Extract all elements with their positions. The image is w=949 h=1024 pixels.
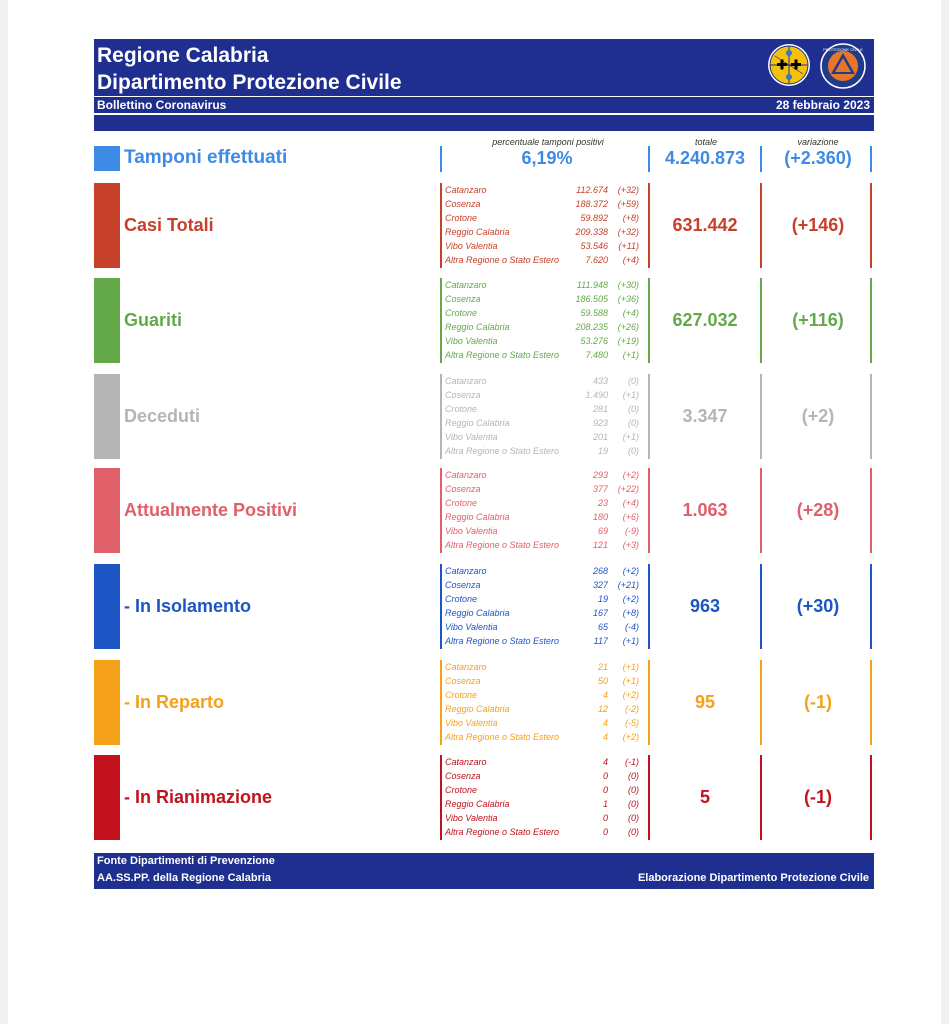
province-name: Vibo Valentia — [445, 432, 498, 442]
province-row — [444, 660, 642, 674]
province-variation: (-4) — [625, 622, 639, 632]
province-value: 7.620 — [585, 255, 608, 265]
province-name: Crotone — [445, 308, 478, 318]
in-isolamento-divider — [760, 564, 762, 649]
guariti-divider — [760, 278, 762, 363]
province-value: 12 — [597, 704, 608, 714]
guariti-total: 627.032 — [672, 310, 738, 330]
region-title: Regione Calabria — [97, 44, 269, 67]
province-name: Altra Regione o Stato Estero — [445, 350, 560, 360]
province-name: Vibo Valentia — [445, 813, 498, 823]
province-row — [444, 783, 642, 797]
province-name: Reggio Calabria — [445, 418, 510, 428]
province-variation: (0) — [628, 813, 639, 823]
guariti-variation: (+116) — [792, 310, 844, 330]
province-row — [444, 430, 642, 444]
province-row — [444, 374, 642, 388]
province-row — [444, 253, 642, 267]
province-name: Altra Regione o Stato Estero — [445, 636, 560, 646]
province-variation: (+32) — [617, 185, 639, 195]
in-rianimazione-divider — [760, 755, 762, 840]
casi-totali-color-bar — [94, 183, 120, 268]
province-row — [444, 278, 642, 292]
province-name: Reggio Calabria — [445, 227, 510, 237]
tamponi-divider — [760, 146, 762, 172]
tamponi-variation: (+2.360) — [784, 148, 852, 168]
province-variation: (+4) — [622, 255, 639, 265]
attualmente-positivi-divider — [440, 468, 442, 553]
province-variation: (+8) — [622, 608, 639, 618]
province-variation: (+4) — [622, 308, 639, 318]
tamponi-label: Tamponi effettuati — [124, 147, 288, 168]
province-variation: (0) — [628, 404, 639, 414]
province-name: Catanzaro — [445, 470, 487, 480]
attualmente-positivi-label: Attualmente Positivi — [124, 500, 298, 520]
tamponi-percent: 6,19% — [521, 148, 573, 168]
province-name: Vibo Valentia — [445, 622, 498, 632]
in-isolamento-color-bar — [94, 564, 120, 649]
province-name: Altra Regione o Stato Estero — [445, 540, 560, 550]
province-name: Cosenza — [445, 676, 481, 686]
casi-totali-total: 631.442 — [672, 215, 738, 235]
province-value: 69 — [597, 526, 608, 536]
province-row — [444, 592, 642, 606]
province-name: Vibo Valentia — [445, 336, 498, 346]
province-row — [444, 482, 642, 496]
province-value: 21 — [597, 662, 608, 672]
logo-pc-text: PROTEZIONE CIVILE — [823, 47, 863, 52]
province-variation: (+26) — [617, 322, 639, 332]
deceduti-color-bar — [94, 374, 120, 459]
province-name: Catanzaro — [445, 376, 487, 386]
attualmente-positivi-total: 1.063 — [682, 500, 728, 520]
province-row — [444, 197, 642, 211]
province-value: 209.338 — [575, 227, 608, 237]
province-name: Cosenza — [445, 390, 481, 400]
deceduti-divider — [440, 374, 442, 459]
casi-totali-divider — [440, 183, 442, 268]
province-name: Crotone — [445, 690, 478, 700]
province-row — [444, 578, 642, 592]
province-row — [444, 769, 642, 783]
province-variation: (+1) — [622, 662, 639, 672]
tamponi-color-bar — [94, 146, 120, 171]
province-variation: (0) — [628, 771, 639, 781]
variation-column-label: variazione — [797, 137, 839, 147]
province-variation: (+59) — [617, 199, 639, 209]
province-variation: (+36) — [617, 294, 639, 304]
province-row — [444, 755, 642, 769]
in-reparto-divider — [760, 660, 762, 745]
province-row — [444, 416, 642, 430]
province-row — [444, 402, 642, 416]
province-value: 0 — [602, 771, 608, 781]
guariti-color-bar — [94, 278, 120, 363]
province-row — [444, 183, 642, 197]
total-column-label: totale — [694, 137, 718, 147]
province-name: Cosenza — [445, 484, 481, 494]
province-name: Vibo Valentia — [445, 526, 498, 536]
province-variation: (+1) — [622, 636, 639, 646]
in-reparto-total: 95 — [694, 692, 716, 712]
in-reparto-province-list — [444, 660, 642, 744]
province-value: 281 — [592, 404, 608, 414]
province-name: Cosenza — [445, 294, 481, 304]
province-value: 0 — [602, 813, 608, 823]
province-row — [444, 634, 642, 648]
province-name: Altra Regione o Stato Estero — [445, 446, 560, 456]
in-rianimazione-total: 5 — [699, 787, 710, 807]
in-isolamento-province-list — [444, 564, 642, 648]
province-variation: (+2) — [622, 732, 639, 742]
header-divider — [94, 96, 874, 97]
province-value: 7.480 — [585, 350, 608, 360]
province-variation: (+6) — [622, 512, 639, 522]
casi-totali-label: Casi Totali — [124, 215, 214, 235]
province-row — [444, 348, 642, 362]
province-row — [444, 388, 642, 402]
header-bottom-divider — [94, 113, 874, 115]
province-variation: (+8) — [622, 213, 639, 223]
province-name: Reggio Calabria — [445, 322, 510, 332]
attualmente-positivi-divider — [760, 468, 762, 553]
province-name: Crotone — [445, 213, 478, 223]
province-value: 4 — [602, 757, 608, 767]
deceduti-divider — [760, 374, 762, 459]
province-name: Catanzaro — [445, 757, 487, 767]
province-value: 117 — [593, 636, 608, 646]
province-row — [444, 334, 642, 348]
province-row — [444, 239, 642, 253]
province-value: 923 — [592, 418, 608, 428]
regione-calabria-logo — [767, 43, 811, 87]
province-value: 188.372 — [575, 199, 608, 209]
province-value: 1 — [602, 799, 608, 809]
protezione-civile-logo — [820, 43, 866, 89]
province-value: 186.505 — [575, 294, 608, 304]
province-row — [444, 688, 642, 702]
province-value: 293 — [592, 470, 608, 480]
deceduti-label: Deceduti — [124, 406, 201, 426]
province-variation: (-2) — [625, 704, 639, 714]
province-value: 0 — [602, 827, 608, 837]
department-title: Dipartimento Protezione Civile — [97, 71, 402, 94]
province-row — [444, 524, 642, 538]
footer-source-line1: Fonte Dipartimenti di Prevenzione — [97, 855, 275, 867]
province-variation: (+4) — [622, 498, 639, 508]
province-value: 327 — [592, 580, 608, 590]
casi-totali-divider — [760, 183, 762, 268]
province-value: 201 — [592, 432, 608, 442]
in-reparto-color-bar — [94, 660, 120, 745]
province-value: 121 — [592, 540, 608, 550]
province-name: Altra Regione o Stato Estero — [445, 255, 560, 265]
province-variation: (+32) — [617, 227, 639, 237]
province-variation: (0) — [628, 446, 639, 456]
province-value: 53.276 — [580, 336, 608, 346]
in-reparto-variation: (-1) — [804, 692, 832, 712]
province-name: Catanzaro — [445, 566, 487, 576]
tamponi-total: 4.240.873 — [664, 148, 746, 168]
deceduti-province-list — [444, 374, 642, 458]
province-variation: (+2) — [622, 566, 639, 576]
province-row — [444, 564, 642, 578]
province-row — [444, 606, 642, 620]
province-value: 4 — [602, 732, 608, 742]
province-name: Reggio Calabria — [445, 704, 510, 714]
in-isolamento-divider — [440, 564, 442, 649]
province-value: 112.674 — [576, 185, 608, 195]
province-row — [444, 538, 642, 552]
in-rianimazione-variation: (-1) — [804, 787, 832, 807]
province-variation: (+1) — [622, 390, 639, 400]
province-name: Cosenza — [445, 199, 481, 209]
province-value: 19 — [597, 594, 608, 604]
province-variation: (0) — [628, 799, 639, 809]
footer-banner — [94, 853, 874, 889]
footer-source-line2: AA.SS.PP. della Regione Calabria — [97, 872, 272, 884]
province-value: 4 — [602, 690, 608, 700]
province-name: Vibo Valentia — [445, 241, 498, 251]
province-row — [444, 444, 642, 458]
province-name: Crotone — [445, 594, 478, 604]
province-value: 167 — [592, 608, 608, 618]
province-row — [444, 510, 642, 524]
province-value: 53.546 — [580, 241, 608, 251]
bulletin-subtitle: Bollettino Coronavirus — [97, 98, 227, 112]
province-variation: (0) — [628, 418, 639, 428]
province-variation: (+22) — [617, 484, 639, 494]
province-value: 268 — [592, 566, 608, 576]
attualmente-positivi-color-bar — [94, 468, 120, 553]
province-name: Crotone — [445, 404, 478, 414]
province-name: Catanzaro — [445, 185, 487, 195]
guariti-label: Guariti — [124, 310, 183, 330]
province-variation: (+3) — [622, 540, 639, 550]
percent-column-label: percentuale tamponi positivi — [492, 137, 604, 147]
province-row — [444, 674, 642, 688]
in-isolamento-label: - In Isolamento — [124, 596, 252, 616]
bulletin-sheet — [8, 0, 941, 1024]
header-banner — [94, 39, 874, 131]
province-row — [444, 811, 642, 825]
province-variation: (+2) — [622, 594, 639, 604]
province-value: 65 — [597, 622, 608, 632]
province-variation: (+30) — [617, 280, 639, 290]
deceduti-variation: (+2) — [801, 406, 835, 426]
province-variation: (+21) — [617, 580, 639, 590]
footer-credit: Elaborazione Dipartimento Protezione Civile — [637, 872, 869, 884]
province-variation: (+1) — [622, 432, 639, 442]
province-variation: (+1) — [622, 350, 639, 360]
province-variation: (+19) — [617, 336, 639, 346]
guariti-divider — [440, 278, 442, 363]
province-row — [444, 702, 642, 716]
province-row — [444, 825, 642, 839]
province-value: 180 — [592, 512, 608, 522]
attualmente-positivi-province-list — [444, 468, 642, 552]
casi-totali-variation: (+146) — [791, 215, 845, 235]
province-name: Altra Regione o Stato Estero — [445, 732, 560, 742]
province-value: 1.490 — [585, 390, 608, 400]
province-row — [444, 730, 642, 744]
province-variation: (0) — [628, 827, 639, 837]
tamponi-divider — [440, 146, 442, 172]
province-name: Reggio Calabria — [445, 799, 510, 809]
province-variation: (-1) — [625, 757, 639, 767]
province-variation: (-5) — [625, 718, 639, 728]
province-row — [444, 225, 642, 239]
province-variation: (+1) — [622, 676, 639, 686]
province-name: Crotone — [445, 785, 478, 795]
attualmente-positivi-variation: (+28) — [796, 500, 840, 520]
province-value: 50 — [597, 676, 608, 686]
province-value: 23 — [597, 498, 608, 508]
province-row — [444, 797, 642, 811]
province-value: 0 — [602, 785, 608, 795]
province-variation: (0) — [628, 376, 639, 386]
province-value: 111.948 — [576, 280, 608, 290]
province-variation: (+2) — [622, 690, 639, 700]
province-name: Vibo Valentia — [445, 718, 498, 728]
province-value: 4 — [602, 718, 608, 728]
province-name: Catanzaro — [445, 662, 487, 672]
province-name: Catanzaro — [445, 280, 487, 290]
province-row — [444, 620, 642, 634]
province-row — [444, 320, 642, 334]
deceduti-total: 3.347 — [682, 406, 728, 426]
province-value: 59.588 — [580, 308, 608, 318]
province-name: Reggio Calabria — [445, 608, 510, 618]
in-rianimazione-label: - In Rianimazione — [124, 787, 273, 807]
province-row — [444, 292, 642, 306]
province-name: Cosenza — [445, 771, 481, 781]
province-variation: (+11) — [618, 241, 639, 251]
province-row — [444, 496, 642, 510]
province-value: 59.892 — [580, 213, 608, 223]
in-rianimazione-color-bar — [94, 755, 120, 840]
province-name: Reggio Calabria — [445, 512, 510, 522]
province-variation: (-9) — [625, 526, 639, 536]
province-value: 208.235 — [575, 322, 608, 332]
province-variation: (0) — [628, 785, 639, 795]
in-reparto-divider — [440, 660, 442, 745]
in-isolamento-variation: (+30) — [796, 596, 840, 616]
tamponi-divider — [870, 146, 872, 172]
province-name: Altra Regione o Stato Estero — [445, 827, 560, 837]
in-reparto-label: - In Reparto — [124, 692, 225, 712]
province-row — [444, 468, 642, 482]
guariti-province-list — [444, 278, 642, 362]
province-value: 433 — [592, 376, 608, 386]
province-row — [444, 306, 642, 320]
province-value: 377 — [592, 484, 608, 494]
in-rianimazione-divider — [440, 755, 442, 840]
casi-totali-province-list — [444, 183, 642, 267]
province-name: Cosenza — [445, 580, 481, 590]
province-name: Crotone — [445, 498, 478, 508]
province-variation: (+2) — [622, 470, 639, 480]
province-row — [444, 211, 642, 225]
in-isolamento-total: 963 — [689, 596, 721, 616]
in-rianimazione-province-list — [444, 755, 642, 839]
bulletin-date: 28 febbraio 2023 — [775, 98, 870, 112]
province-value: 19 — [597, 446, 608, 456]
province-row — [444, 716, 642, 730]
